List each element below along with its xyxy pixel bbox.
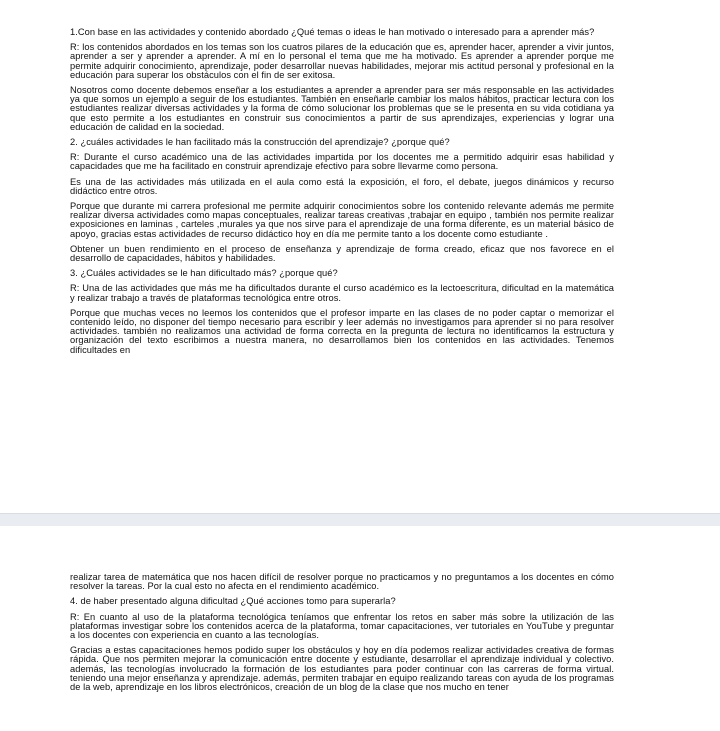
answer-2-paragraph-4: Obtener un buen rendimiento en el proceso de enseñanza y aprendizaje de forma creado, eficaz que nos favorece en el desarrollo de capacidades, hábitos y habilidades.	[70, 243, 614, 264]
document-page-2	[0, 526, 720, 731]
page-separator	[0, 513, 720, 527]
question-4: 4. de haber presentado alguna dificultad ¿Qué acciones tomo para superarla?	[70, 596, 396, 607]
answer-1-paragraph-1: R: los contenidos abordados en los temas son los cuatros pilares de la educación que es, aprender hacer, aprender a vivir juntos, aprender a ser y aprender a aprender. A mí en lo personal el tema que me ha motivado. Es aprender a aprender porque me permite adquirir conocimiento, aprendizaje, poder desarrollar nuevas habilidades, mejorar mis actitud personal y profesional en la educación para superar los obstáculos con el fin de ser exitosa.	[70, 42, 614, 80]
question-2: 2. ¿cuáles actividades le han facilitado más la construcción del aprendizaje? ¿porque qué?	[70, 137, 450, 148]
answer-2-paragraph-2: Es una de las actividades más utilizada en el aula como está la exposición, el foro, el debate, juegos dinámicos y recurso didáctico entre otros.	[70, 176, 614, 196]
answer-2-paragraph-1: R: Durante el curso académico una de las actividades impartida por los docentes me a permitido adquirir esas habilidad y capacidades que me ha facilitado en construir aprendizaje efectivo para sobre llevarme como persona.	[70, 152, 614, 172]
page-1-text	[70, 28, 614, 361]
answer-1-paragraph-2: Nosotros como docente debemos enseñar a los estudiantes a aprender a aprender para ser más responsable en las actividades ya que somos un ejemplo a seguir de los estudiantes. También en enseñarle cambiar los malos hábitos, practicar lectura con los estudiantes realizar diversas actividades y la forma de cómo solucionar los problemas que se le presenta en su vida cotidiana ya que esto permite a los estudiantes en construir sus conocimientos a partir de sus aprendizajes, experiencias y lograr una educación de calidad en la sociedad.	[70, 85, 614, 132]
answer-4-paragraph-1: R: En cuanto al uso de la plataforma tecnológica teníamos que enfrentar los retos en saber más sobre la utilización de las plataformas investigar sobre los contenidos acerca de la plataforma, tomar capacitaciones, ver tutoriales en YouTube y preguntar a los docentes con experiencia en cuanto a las tecnologías.	[70, 611, 614, 641]
answer-3-continuation: realizar tarea de matemática que nos hacen difícil de resolver porque no practicamos y no preguntamos a los docentes en cómo resolver la tareas. Por la cual esto no afecta en el rendimiento académico.	[70, 572, 614, 592]
answer-4-paragraph-2: Gracias a estas capacitaciones hemos podido super los obstáculos y hoy en día podemos realizar actividades creativa de formas rápida. Que nos permiten mejorar la comunicación entre docente y estudiante, desarrollar el aprendizaje individual y colectivo. además, las tecnologías involucrado la formación de los estudiantes para poder continuar con las carreras de forma virtual. teniendo una mejor enseñanza y aprendizaje. además, permiten trabajar en equipo realizando tareas con ayuda de los programas de la web, aprendizaje en los libros electrónicos, creación de un blog de la clase que nos mucho en tener	[70, 645, 614, 693]
question-3: 3. ¿Cuáles actividades se le han dificultado más? ¿porque qué?	[70, 268, 338, 279]
answer-3-paragraph-1: R: Una de las actividades que más me ha dificultados durante el curso académico es la lectoescritura, dificultad en la matemática y realizar trabajo a través de plataformas tecnológica entre otros.	[70, 283, 614, 303]
answer-2-paragraph-3: Porque que durante mi carrera profesional me permite adquirir conocimientos sobre los contenido relevante además me permite realizar diversa actividades como mapas conceptuales, realizar tareas creativas ,trabajar en equipo , también nos permite realizar exposiciones en laminas , carteles ,murales ya que nos sirve para el aprendizaje de una forma diferente, es un material básico de apoyo, gracias estas actividades de recurso didáctico hoy en día me permite tanto a los docente como estudiante .	[70, 201, 614, 239]
question-1: 1.Con base en las actividades y contenido abordado ¿Qué temas o ideas le han motivado o interesado para a aprender más?	[70, 27, 595, 37]
answer-3-paragraph-2: Porque que muchas veces no leemos los contenidos que el profesor imparte en las clases de no poder captar o memorizar el contenido leído, no disponer del tiempo necesario para escribir y leer además no investigamos para aprender si no para resolver actividades. también no realizamos una actividad de forma correcta en la pregunta de lectura no identificamos la estructura y organización del texto escribimos a nuestra manera, no desarrollamos bien los contenidos en las actividades. Tenemos dificultades en	[70, 307, 614, 355]
page-2-text	[70, 573, 614, 692]
